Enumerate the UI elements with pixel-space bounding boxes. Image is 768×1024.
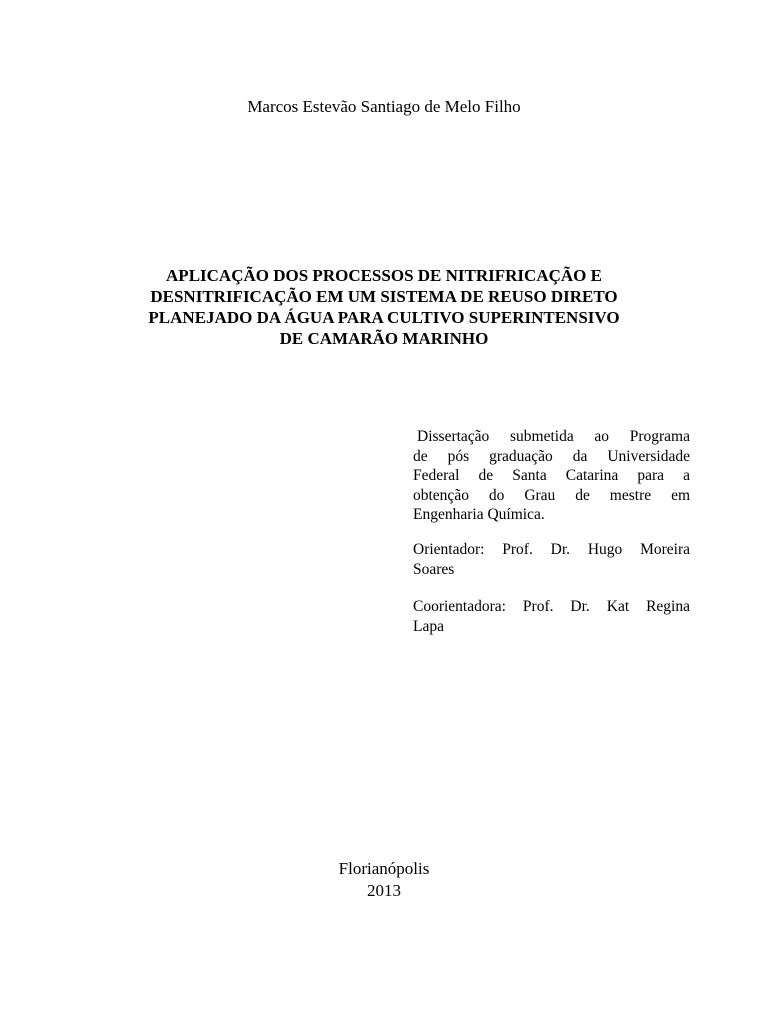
coadvisor xyxy=(413,597,690,636)
year: 2013 xyxy=(367,881,401,900)
title-line: DE CAMARÃO MARINHO xyxy=(279,329,489,348)
advisor xyxy=(413,540,690,579)
submission-line: Engenharia Química. xyxy=(413,506,545,523)
submission-line: Federal de Santa Catarina para a xyxy=(413,467,690,484)
title-line: APLICAÇÃO DOS PROCESSOS DE NITRIFRICAÇÃO E xyxy=(166,266,602,285)
advisor-line: Orientador: Prof. Dr. Hugo Moreira xyxy=(413,541,690,558)
place-and-year xyxy=(0,858,768,902)
coadvisor-line: Lapa xyxy=(413,617,444,635)
submission-line: de pós graduação da Universidade xyxy=(413,447,690,465)
title-line: PLANEJADO DA ÁGUA PARA CULTIVO SUPERINTENSIVO xyxy=(148,308,620,327)
submission-line: obtenção do Grau de mestre em xyxy=(413,486,690,504)
dissertation-title xyxy=(120,265,648,349)
coadvisor-line: Coorientadora: Prof. Dr. Kat Regina xyxy=(413,598,690,615)
submission-line: Dissertação submetida ao Programa xyxy=(417,428,690,445)
author-name: Marcos Estevão Santiago de Melo Filho xyxy=(247,97,521,116)
city: Florianópolis xyxy=(338,859,430,878)
title-line: DESNITRIFICAÇÃO EM UM SISTEMA DE REUSO DIRETO xyxy=(150,287,618,306)
submission-statement xyxy=(413,427,690,525)
advisor-line: Soares xyxy=(413,560,455,578)
